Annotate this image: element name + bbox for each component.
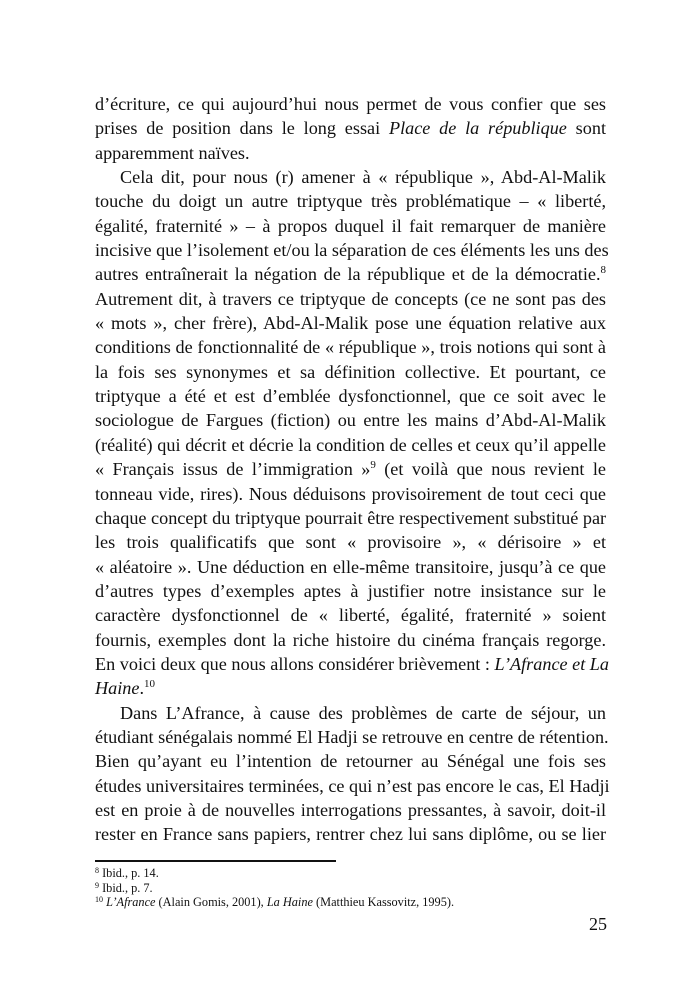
- text-line: [95, 116, 606, 140]
- text-run: (Matthieu Kassovitz, 1995).: [312, 895, 455, 910]
- footnote-reference: 10: [144, 678, 155, 691]
- text-run: Ibid., p. 7.: [99, 880, 153, 895]
- text-run: autres entraînerait la négation de la république et de la démocratie.: [95, 264, 601, 285]
- text-line: [95, 238, 609, 262]
- text-run: sociologue de Fargues (fiction) ou entre les mains d’Abd-Al-Malik: [95, 410, 606, 431]
- text-line: [95, 482, 606, 506]
- text-run: prises de position dans le long essai: [95, 118, 389, 139]
- text-line: [95, 676, 606, 700]
- footnote-reference: 8: [600, 264, 606, 277]
- text-run: incisive que l’isolement et/ou la séparation de ces éléments les uns des: [95, 240, 609, 261]
- text-line: [95, 408, 606, 432]
- footnote-reference: 9: [370, 459, 376, 472]
- footnote: [95, 866, 454, 881]
- text-run: Autrement dit, à travers ce triptyque de concepts (ce ne sont pas des: [95, 288, 606, 309]
- text-run: (Alain Gomis, 2001),: [155, 895, 267, 910]
- text-run: « mots », cher frère), Abd-Al-Malik pose une équation relative aux: [95, 313, 606, 334]
- footnote-reference: 9: [95, 880, 99, 890]
- body-text: [95, 92, 610, 847]
- text-line: [95, 287, 606, 311]
- text-line: [95, 822, 606, 846]
- text-line: [95, 360, 606, 384]
- text-run: fournis, exemples dont la riche histoire du cinéma français regorge.: [95, 629, 606, 650]
- footnote-reference: 8: [95, 866, 99, 875]
- text-line: [95, 530, 606, 554]
- text-run: tonneau vide, rires). Nous déduisons provisoirement de tout ceci que: [95, 483, 606, 504]
- text-run: études universitaires terminées, ce qui n’est pas encore le cas, El Hadji: [95, 775, 610, 796]
- text-line: [95, 628, 606, 652]
- text-line: [95, 725, 609, 749]
- text-run: conditions de fonctionnalité de « république », trois notions qui sont à: [95, 337, 606, 358]
- text-run: « Français issus de l’immigration »: [95, 459, 371, 480]
- text-line: [95, 603, 606, 627]
- text-line: [95, 141, 606, 165]
- italic-title: Haine: [95, 678, 140, 699]
- text-run: d’autres types d’exemples aptes à justifier notre insistance sur le: [95, 580, 606, 601]
- footnote: [95, 881, 454, 896]
- text-run: Dans L’Afrance, à cause des problèmes de carte de séjour, un: [120, 702, 606, 723]
- italic-title: L’Afrance et La: [494, 653, 610, 674]
- text-line: [95, 335, 606, 359]
- text-line: [95, 457, 606, 481]
- text-line: [95, 774, 610, 798]
- text-line: [95, 555, 606, 579]
- text-line: [95, 749, 606, 773]
- text-run: Bien qu’ayant eu l’intention de retourner au Sénégal une fois ses: [95, 751, 606, 772]
- footnotes: [95, 866, 454, 910]
- footnote-separator: [95, 860, 336, 862]
- text-run: égalité, fraternité » – à propos duquel il fait remarquer de manière: [95, 215, 606, 236]
- footnote-reference: 10: [95, 895, 103, 905]
- text-line: [95, 701, 606, 725]
- footnote: [95, 895, 454, 910]
- text-line: [95, 384, 606, 408]
- text-run: En voici deux que nous allons considérer brièvement :: [95, 653, 495, 674]
- text-run: Ibid., p. 14.: [99, 866, 159, 880]
- text-line: [95, 262, 606, 286]
- text-run: apparemment naïves.: [95, 142, 250, 163]
- text-line: [95, 579, 606, 603]
- text-run: est en proie à de nouvelles interrogations pressantes, à savoir, doit-il: [95, 799, 606, 820]
- text-run: (et voilà que nous revient le: [375, 459, 606, 480]
- text-run: sont: [566, 118, 606, 139]
- text-run: Cela dit, pour nous (r) amener à « république », Abd-Al-Malik: [120, 167, 606, 188]
- text-run: triptyque a été et est d’emblée dysfonctionnel, que ce soit avec le: [95, 386, 606, 407]
- text-run: chaque concept du triptyque pourrait être respectivement substitué par: [95, 507, 607, 528]
- page-number: 25: [589, 914, 607, 934]
- text-line: [95, 214, 606, 238]
- text-run: .: [139, 678, 144, 699]
- italic-title: Place de la république: [388, 118, 567, 139]
- text-run: touche du doigt un autre triptyque très problématique – « liberté,: [95, 191, 606, 212]
- text-line: [95, 798, 606, 822]
- text-line: [95, 652, 610, 676]
- text-line: [95, 506, 606, 530]
- text-line: [95, 92, 606, 116]
- text-run: d’écriture, ce qui aujourd’hui nous permet de vous confier que ses: [95, 94, 606, 114]
- text-run: la fois ses synonymes et sa définition collective. Et pourtant, ce: [95, 361, 606, 382]
- italic-title: La Haine: [266, 895, 313, 910]
- italic-title: L’Afrance: [106, 895, 156, 910]
- text-run: (réalité) qui décrit et décrie la condition de celles et ceux qu’il appelle: [95, 434, 606, 455]
- text-line: [95, 311, 606, 335]
- text-run: « aléatoire ». Une déduction en elle-même transitoire, jusqu’à ce que: [95, 556, 606, 577]
- text-run: rester en France sans papiers, rentrer chez lui sans diplôme, ou se lier: [95, 824, 606, 845]
- text-run: caractère dysfonctionnel de « liberté, égalité, fraternité » soient: [95, 605, 606, 626]
- text-line: [95, 433, 606, 457]
- text-line: [95, 165, 606, 189]
- text-line: [95, 189, 606, 213]
- text-run: les trois qualificatifs que sont « provisoire », « dérisoire » et: [95, 532, 606, 553]
- text-run: étudiant sénégalais nommé El Hadji se retrouve en centre de rétention.: [95, 726, 609, 747]
